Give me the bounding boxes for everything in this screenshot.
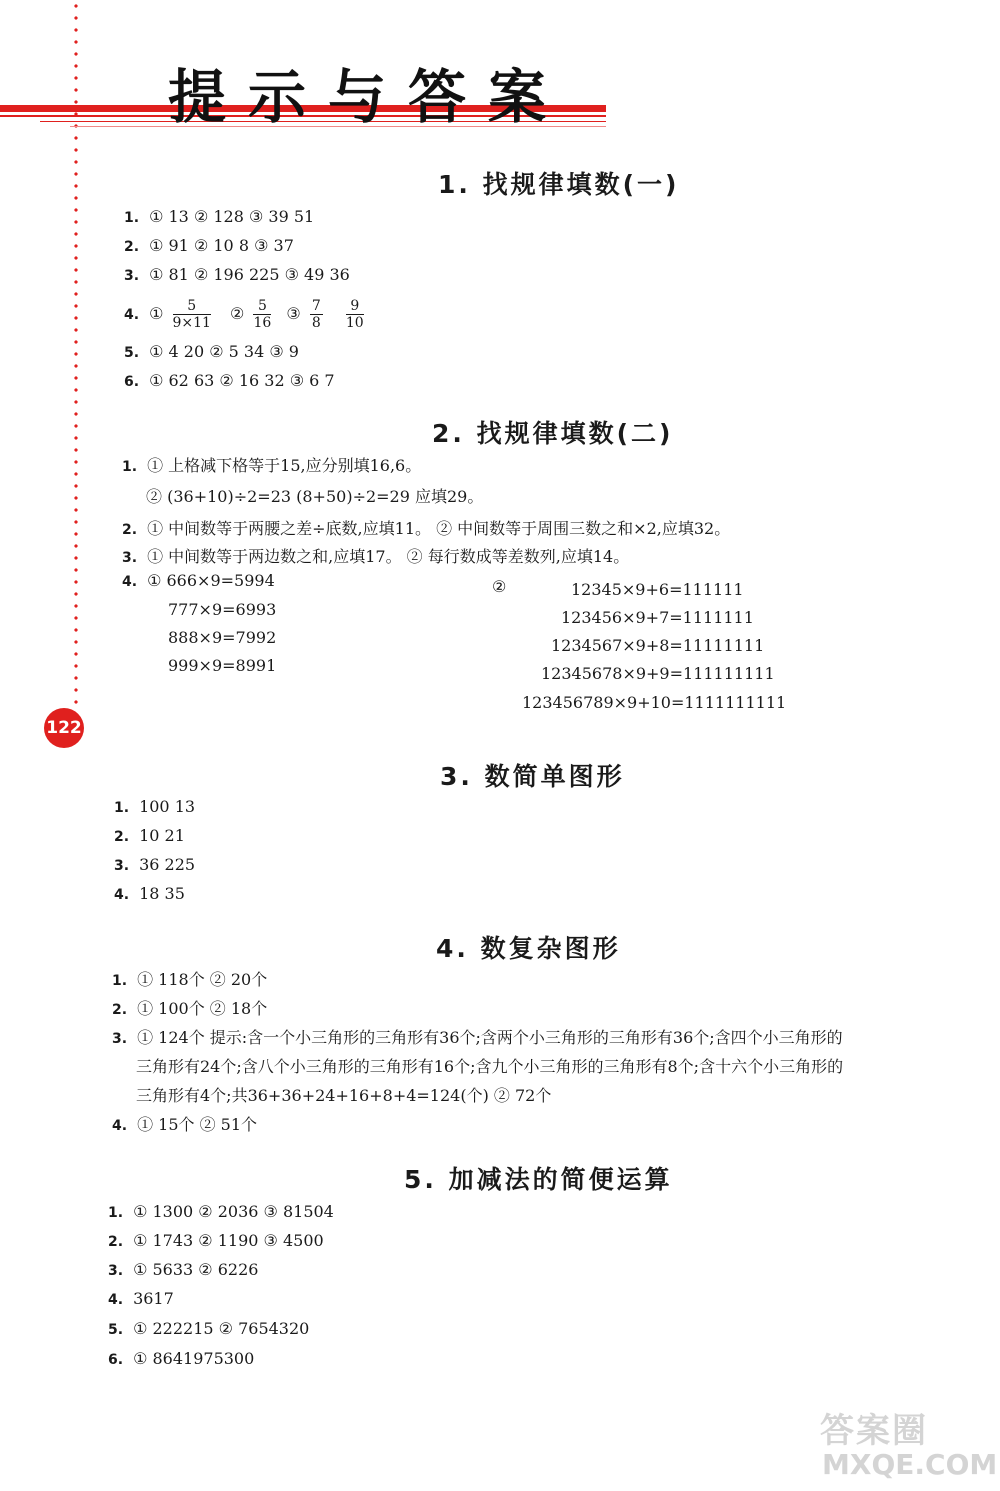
answer-line: 12345×9+6=111111 <box>571 580 744 599</box>
section-heading: 1. 找规律填数(一) <box>438 170 680 199</box>
section-heading: 3. 数简单图形 <box>440 762 625 791</box>
answer-line: ② (36+10)÷2=23 (8+50)÷2=29 应填29。 <box>146 487 484 506</box>
answer-line: 1. 100 13 <box>114 797 196 816</box>
fraction: $\frac{5}{16}$ <box>253 298 272 331</box>
answer-line: 999×9=8991 <box>168 656 277 675</box>
answer-line: 888×9=7992 <box>168 628 277 647</box>
answer-line: 5. ① 4 20 ② 5 34 ③ 9 <box>124 342 299 361</box>
watermark-logo: 答案圈 <box>820 1411 928 1451</box>
section-heading: 4. 数复杂图形 <box>436 934 621 963</box>
answer-line: 123456×9+7=1111111 <box>561 608 754 627</box>
fraction: $\frac{9}{10}$ <box>345 298 364 331</box>
fraction: $\frac{5}{9\times 11}$ <box>172 298 211 331</box>
answer-line: 1. ① 13 ② 128 ③ 39 51 <box>124 207 315 226</box>
watermark-url: MXQE.COM <box>822 1448 998 1481</box>
answer-line: 4. ① 15个 ② 51个 <box>112 1115 258 1134</box>
answer-line: 3. ① 81 ② 196 225 ③ 49 36 <box>124 265 350 284</box>
fraction: $\frac{7}{8}$ <box>311 298 321 331</box>
answer-line: 三角形有24个;含八个小三角形的三角形有16个;含九个小三角形的三角形有8个;含十六个小三角形的 <box>136 1057 844 1076</box>
section-heading: 5. 加减法的简便运算 <box>404 1165 673 1194</box>
page-number-badge: 122 <box>44 708 84 748</box>
answer-line: 6. ① 62 63 ② 16 32 ③ 6 7 <box>124 371 335 390</box>
answer-line: 12345678×9+9=111111111 <box>541 664 775 683</box>
section-heading: 2. 找规律填数(二) <box>432 419 674 448</box>
answer-line: 2. 10 21 <box>114 826 185 845</box>
answer-line: 1. ① 1300 ② 2036 ③ 81504 <box>108 1202 334 1221</box>
answer-line: 5. ① 222215 ② 7654320 <box>108 1319 310 1338</box>
answer-line: 三角形有4个;共36+36+24+16+8+4=124(个) ② 72个 <box>136 1086 552 1105</box>
answer-line: 2. ① 100个 ② 18个 <box>112 999 268 1018</box>
answer-line: 4. ① 666×9=5994 <box>122 571 275 590</box>
answer-line: 3. ① 5633 ② 6226 <box>108 1260 259 1279</box>
answer-line: 4. 18 35 <box>114 884 185 903</box>
answer-line: 1. ① 118个 ② 20个 <box>112 970 268 989</box>
answer-line: 123456789×9+10=1111111111 <box>522 693 787 712</box>
page-title: 提示与答案 <box>168 63 569 131</box>
answer-line: 3. 36 225 <box>114 855 196 874</box>
answer-line: 3. ① 124个 提示:含一个小三角形的三角形有36个;含两个小三角形的三角形有36个;含四个小三角形的 <box>112 1028 843 1047</box>
answer-line: 3. ① 中间数等于两边数之和,应填17。 ② 每行数成等差数列,应填14。 <box>122 547 630 566</box>
answer-line: 1234567×9+8=11111111 <box>551 636 765 655</box>
answer-line: 6. ① 8641975300 <box>108 1349 255 1368</box>
answer-line: 4. ① $\frac{5}{9\times 11}$ ② $\frac{5}{16}$ ③ $\frac{7}{8}$ $\frac{9}{10}$ <box>124 298 364 331</box>
answer-line: 777×9=6993 <box>168 600 277 619</box>
answer-line: 2. ① 1743 ② 1190 ③ 4500 <box>108 1231 324 1250</box>
answer-line: 2. ① 91 ② 10 8 ③ 37 <box>124 236 294 255</box>
answer-line: 2. ① 中间数等于两腰之差÷底数,应填11。 ② 中间数等于周围三数之和×2,应填32。 <box>122 519 731 538</box>
answer-line: ② <box>492 577 507 596</box>
answer-line: 4. 3617 <box>108 1289 174 1308</box>
answer-line: 1. ① 上格减下格等于15,应分别填16,6。 <box>122 456 422 475</box>
